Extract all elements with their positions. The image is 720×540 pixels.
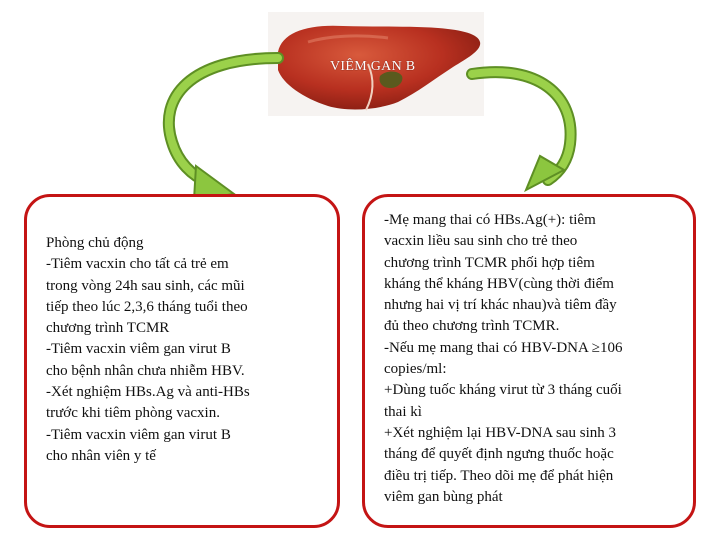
- right-line: -Nếu mẹ mang thai có HBV-DNA ≥106: [384, 339, 623, 356]
- left-box-text: [46, 233, 328, 467]
- right-line: kháng thể kháng HBV(cùng thời điểm: [384, 275, 614, 292]
- left-line: Phòng chủ động: [46, 235, 144, 251]
- right-line: copies/ml:: [384, 361, 447, 378]
- left-line: trong vòng 24h sau sinh, các mũi: [46, 277, 245, 294]
- right-line: điều trị tiếp. Theo dõi mẹ để phát hiện: [384, 467, 614, 484]
- right-line: vacxin liều sau sinh cho trẻ theo: [384, 233, 578, 250]
- left-line: trước khi tiêm phòng vacxin.: [46, 405, 220, 422]
- right-line: +Dùng tuốc kháng virut từ 3 tháng cuối: [384, 382, 622, 399]
- left-line: tiếp theo lúc 2,3,6 tháng tuổi theo: [46, 298, 248, 315]
- left-line: -Tiêm vacxin viêm gan virut B: [46, 341, 231, 358]
- right-box-text: [384, 210, 690, 508]
- left-line: -Tiêm vacxin viêm gan virut B: [46, 426, 231, 443]
- right-line: -Mẹ mang thai có HBs.Ag(+): tiêm: [384, 212, 596, 228]
- right-line: đủ theo chương trình TCMR.: [384, 318, 560, 335]
- right-line: +Xét nghiệm lại HBV-DNA sau sinh 3: [384, 424, 617, 441]
- right-line: chương trình TCMR phối hợp tiêm: [384, 254, 595, 271]
- left-line: -Xét nghiệm HBs.Ag và anti-HBs: [46, 384, 250, 401]
- right-line: viêm gan bùng phát: [384, 488, 503, 505]
- left-line: chương trình TCMR: [46, 320, 170, 337]
- right-line: thai kì: [384, 403, 422, 420]
- left-line: -Tiêm vacxin cho tất cả trẻ em: [46, 256, 229, 273]
- right-line: tháng để quyết định ngưng thuốc hoặc: [384, 446, 614, 463]
- liver-illustration: [268, 12, 484, 116]
- right-curved-arrow-icon: [466, 44, 596, 204]
- left-curved-arrow-icon: [150, 44, 290, 204]
- left-line: cho nhân viên y tế: [46, 447, 156, 464]
- right-line: nhưng hai vị trí khác nhau)và tiêm đầy: [384, 297, 617, 314]
- left-line: cho bệnh nhân chưa nhiễm HBV.: [46, 362, 245, 379]
- diagram-title: VIÊM GAN B: [330, 59, 416, 74]
